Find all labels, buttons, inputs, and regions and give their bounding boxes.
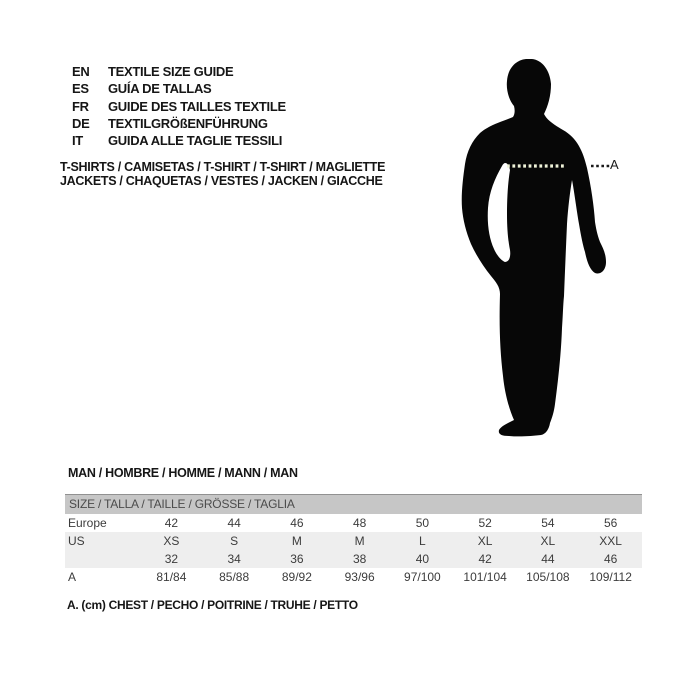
language-title: GUIDA ALLE TAGLIE TESSILI [108,133,283,149]
size-cell: 42 [164,516,179,530]
size-cell: 85/88 [219,570,250,584]
size-table [65,494,642,586]
size-cell: 52 [478,516,492,530]
man-silhouette-figure [460,56,625,441]
language-row-it [72,132,286,149]
size-cell: 32 [164,552,179,566]
table-row-europe [65,514,642,532]
size-table-header: SIZE / TALLA / TAILLE / GRÖSSE / TAGLIA [65,495,642,514]
language-title: TEXTILGRÖßENFÜHRUNG [108,116,268,132]
language-code: IT [72,133,83,149]
size-cell: M [291,534,302,548]
language-row-de [72,115,286,132]
size-cell: XL [477,534,493,548]
size-cell: 97/100 [404,570,441,584]
row-label: US [68,534,85,548]
language-code: DE [72,116,90,132]
size-cell: 101/104 [463,570,507,584]
table-row-us [65,532,642,550]
size-cell: 109/112 [589,570,632,584]
language-title-list [72,63,286,149]
language-code: FR [72,98,89,114]
size-cell: 50 [415,516,430,530]
product-category-list [60,160,385,188]
size-cell: 44 [227,516,241,530]
size-cell: XS [163,534,180,548]
language-title: GUIDE DES TAILLES TEXTILE [108,98,286,114]
size-cell: XL [540,534,556,548]
size-cell: 89/92 [281,570,312,584]
language-row-fr [72,98,286,115]
size-cell: 34 [227,552,241,566]
size-cell: 46 [603,552,618,566]
size-cell: 81/84 [156,570,187,584]
table-row-us-numeric [65,550,642,568]
language-title: TEXTILE SIZE GUIDE [108,64,234,80]
size-cell: L [419,534,426,548]
size-cell: 40 [415,552,430,566]
product-line-tshirts: T-SHIRTS / CAMISETAS / T-SHIRT / T-SHIRT / MAGLIETTE [60,160,386,174]
size-cell: 38 [352,552,367,566]
table-row-chest-a [65,568,642,586]
measure-a-label: A [610,157,619,172]
product-line-jackets: JACKETS / CHAQUETAS / VESTES / JACKEN / GIACCHE [60,174,383,188]
language-row-en [72,63,286,80]
language-row-es [72,80,286,97]
size-cell: M [354,534,365,548]
size-cell: 48 [352,516,367,530]
man-silhouette-icon [460,56,625,441]
language-code: ES [72,81,89,97]
size-cell: XXL [599,534,622,548]
size-cell: 93/96 [344,570,375,584]
row-label: A [68,570,77,584]
size-cell: S [230,534,239,548]
row-label: Europe [68,516,107,530]
size-cell: 46 [290,516,304,530]
section-heading-man: MAN / HOMBRE / HOMME / MANN / MAN [68,466,298,480]
size-cell: 36 [290,552,304,566]
measurement-footnote: A. (cm) CHEST / PECHO / POITRINE / TRUHE / PETTO [67,598,358,612]
size-cell: 54 [541,516,555,530]
size-cell: 42 [478,552,492,566]
size-cell: 44 [541,552,555,566]
language-code: EN [72,64,90,80]
size-cell: 56 [603,516,618,530]
size-cell: 105/108 [526,570,570,584]
language-title: GUÍA DE TALLAS [108,81,212,97]
row-label [65,550,140,568]
